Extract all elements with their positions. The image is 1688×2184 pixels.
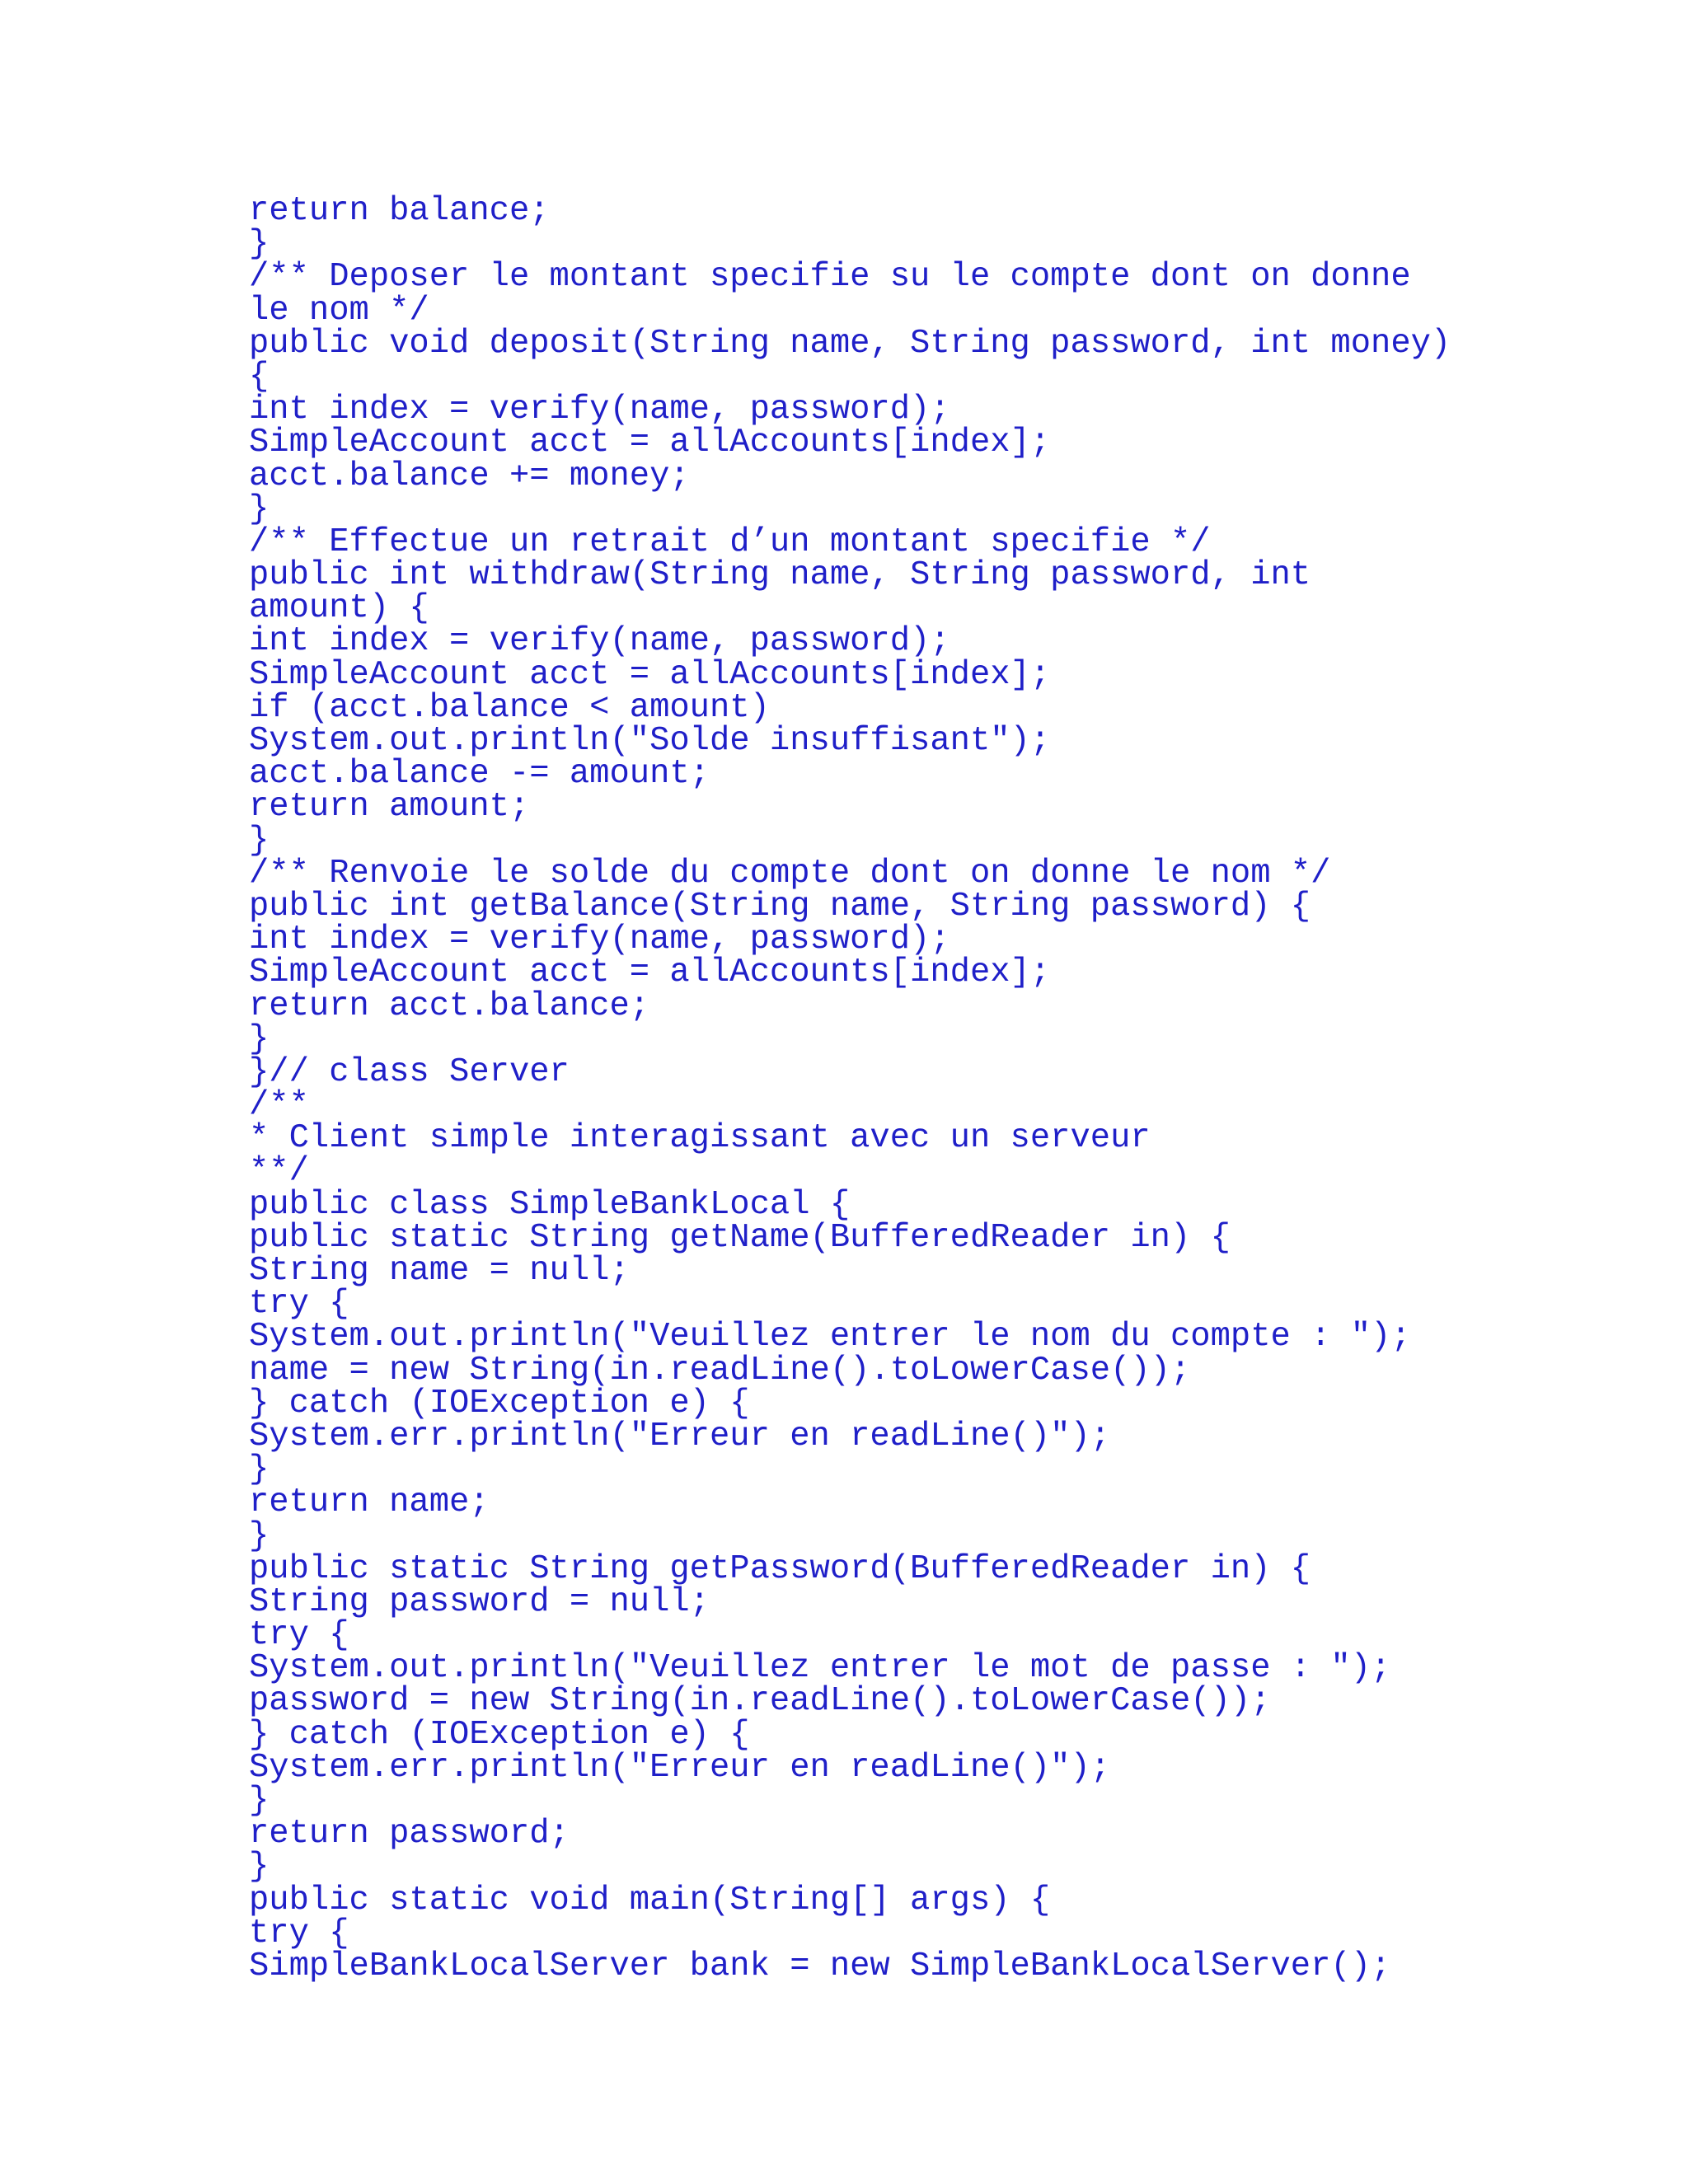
code-line: public static String getName(BufferedReader in) { — [249, 1218, 1231, 1257]
code-line: SimpleAccount acct = allAccounts[index]; — [249, 424, 1051, 462]
code-line: /** Effectue un retrait d’un montant specifie */ — [249, 523, 1211, 561]
code-line: System.out.println("Veuillez entrer le nom du compte : "); — [249, 1318, 1411, 1357]
code-line: } — [249, 1516, 270, 1555]
code-line: return password; — [249, 1815, 570, 1854]
code-line: SimpleAccount acct = allAccounts[index]; — [249, 954, 1051, 992]
code-line: acct.balance += money; — [249, 457, 690, 495]
code-line: int index = verify(name, password); — [249, 622, 950, 661]
code-line: public class SimpleBankLocal { — [249, 1185, 851, 1224]
code-line: String password = null; — [249, 1582, 710, 1621]
code-line: System.err.println("Erreur en readLine()"); — [249, 1748, 1111, 1787]
code-line: le nom */ — [249, 291, 429, 330]
code-line: return amount; — [249, 788, 530, 827]
code-listing — [249, 194, 1650, 1983]
code-line: System.out.println("Solde insuffisant"); — [249, 722, 1051, 760]
code-line: public int withdraw(String name, String password, int — [249, 556, 1311, 595]
code-line: public int getBalance(String name, String password) { — [249, 887, 1311, 926]
code-line: try { — [249, 1914, 349, 1952]
code-line: public static String getPassword(BufferedReader in) { — [249, 1549, 1311, 1588]
code-line: /** Deposer le montant specifie su le compte dont on donne — [249, 258, 1411, 297]
code-line: } catch (IOException e) { — [249, 1715, 750, 1754]
code-line: } catch (IOException e) { — [249, 1384, 750, 1422]
code-line: { — [249, 357, 270, 396]
code-line: }// class Server — [249, 1052, 570, 1091]
code-line: } — [249, 225, 270, 264]
code-line: } — [249, 490, 270, 528]
code-line: SimpleBankLocalServer bank = new SimpleBankLocalServer(); — [249, 1947, 1391, 1985]
code-line: * Client simple interagissant avec un serveur — [249, 1119, 1151, 1158]
code-line: return name; — [249, 1483, 490, 1522]
code-line: if (acct.balance < amount) — [249, 688, 770, 727]
code-line: System.err.println("Erreur en readLine()"); — [249, 1417, 1111, 1455]
code-line: amount) { — [249, 589, 429, 628]
code-line: public void deposit(String name, String password, int money) — [249, 324, 1451, 363]
code-line: password = new String(in.readLine().toLowerCase()); — [249, 1682, 1271, 1721]
code-line: acct.balance -= amount; — [249, 755, 710, 794]
code-line: } — [249, 1019, 270, 1058]
code-line: public static void main(String[] args) { — [249, 1881, 1051, 1919]
code-line: return balance; — [249, 192, 550, 230]
code-line: /** — [249, 1086, 309, 1125]
code-line: } — [249, 821, 270, 860]
code-line: int index = verify(name, password); — [249, 921, 950, 959]
code-line: } — [249, 1848, 270, 1886]
code-line: } — [249, 1451, 270, 1489]
code-line: try { — [249, 1616, 349, 1655]
code-line: SimpleAccount acct = allAccounts[index]; — [249, 655, 1051, 694]
code-line: String name = null; — [249, 1252, 630, 1290]
code-line: System.out.println("Veuillez entrer le mot de passe : "); — [249, 1649, 1391, 1688]
code-line: /** Renvoie le solde du compte dont on donne le nom */ — [249, 854, 1331, 893]
code-line: } — [249, 1782, 270, 1820]
code-line: try { — [249, 1285, 349, 1324]
code-line: return acct.balance; — [249, 987, 650, 1025]
code-line: **/ — [249, 1152, 309, 1191]
code-line: int index = verify(name, password); — [249, 391, 950, 429]
code-line: name = new String(in.readLine().toLowerCase()); — [249, 1351, 1191, 1390]
